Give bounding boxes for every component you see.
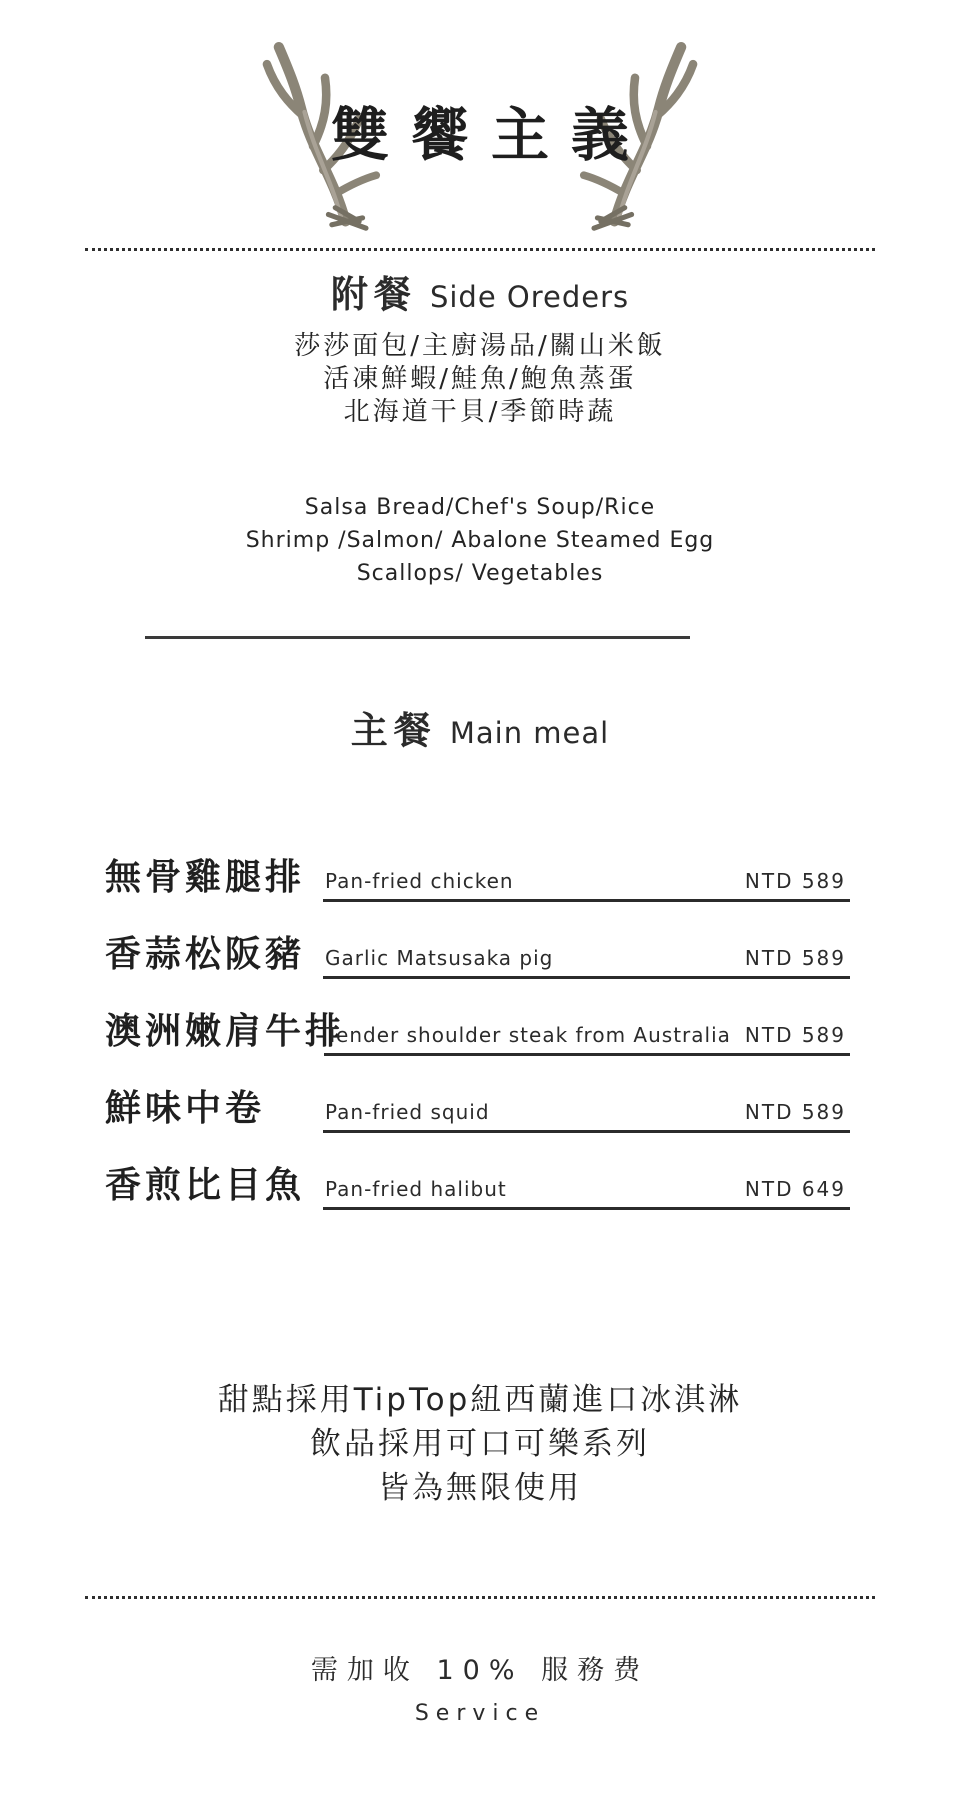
- side-order-line-zh: 莎莎面包/主廚湯品/關山米飯: [294, 331, 666, 361]
- side-order-line-en: Scallops/ Vegetables: [356, 561, 604, 586]
- dish-rule: [323, 1093, 850, 1133]
- page-title: 雙饗主義: [330, 101, 651, 169]
- note-line: 皆為無限使用: [378, 1470, 582, 1506]
- dish-name-en: Pan-fried squid: [325, 1100, 490, 1124]
- menu-row: [105, 933, 850, 979]
- main-meal-heading-en: Main meal: [449, 716, 610, 750]
- main-meal-list: [0, 856, 960, 1210]
- side-orders-list-zh: [0, 330, 960, 429]
- menu-row: [105, 856, 850, 902]
- side-orders-heading-en: Side Oreders: [429, 280, 630, 314]
- side-order-line-zh: 活凍鮮蝦/鮭魚/鮑魚蒸蛋: [323, 364, 637, 394]
- dish-price: NTD 589: [744, 1100, 846, 1124]
- dish-rule: [323, 862, 850, 902]
- dotted-divider-bottom: [85, 1596, 875, 1599]
- notes: [0, 1378, 960, 1510]
- service-charge-zh: 需加收 10% 服務费: [310, 1655, 650, 1686]
- dish-name-en: Garlic Matsusaka pig: [325, 946, 554, 970]
- header: [0, 0, 960, 248]
- dish-price: NTD 589: [744, 869, 846, 893]
- dish-rule: [324, 1016, 850, 1056]
- dish-name-zh: 香煎比目魚: [105, 1165, 306, 1206]
- dish-name-zh: 鮮味中卷: [105, 1088, 266, 1129]
- menu-row: [105, 1164, 850, 1210]
- dish-price: NTD 589: [744, 946, 846, 970]
- dish-name-en: Pan-fried chicken: [325, 869, 514, 893]
- main-meal-heading: [0, 709, 960, 760]
- note-line: 甜點採用TipTop紐西蘭進口冰淇淋: [217, 1382, 743, 1418]
- side-orders-heading: [0, 273, 960, 324]
- dish-name-zh: 澳洲嫩肩牛排: [105, 1011, 346, 1052]
- side-orders-list-en: [0, 491, 960, 590]
- note-line: 飲品採用可口可樂系列: [310, 1426, 650, 1462]
- menu-row: [105, 1087, 850, 1133]
- menu-row: [105, 1010, 850, 1056]
- main-meal-heading-zh: 主餐: [350, 709, 437, 752]
- side-orders-heading-zh: 附餐: [330, 273, 417, 316]
- dotted-divider-top: [85, 248, 875, 251]
- dish-price: NTD 589: [744, 1023, 846, 1047]
- dish-name-en: Pan-fried halibut: [325, 1177, 507, 1201]
- dish-rule: [323, 1170, 850, 1210]
- dish-name-zh: 香蒜松阪豬: [105, 934, 306, 975]
- dish-name-en: Tender shoulder steak from Australia: [326, 1023, 731, 1047]
- dish-price: NTD 649: [744, 1177, 846, 1201]
- dish-rule: [323, 939, 850, 979]
- side-order-line-en: Shrimp /Salmon/ Abalone Steamed Egg: [245, 528, 715, 553]
- dish-name-zh: 無骨雞腿排: [105, 857, 306, 898]
- side-order-line-zh: 北海道干貝/季節時蔬: [343, 397, 617, 427]
- footer: [0, 1653, 960, 1731]
- solid-divider: [145, 636, 690, 639]
- side-order-line-en: Salsa Bread/Chef's Soup/Rice: [304, 495, 656, 520]
- service-charge-en: Service: [414, 1701, 546, 1726]
